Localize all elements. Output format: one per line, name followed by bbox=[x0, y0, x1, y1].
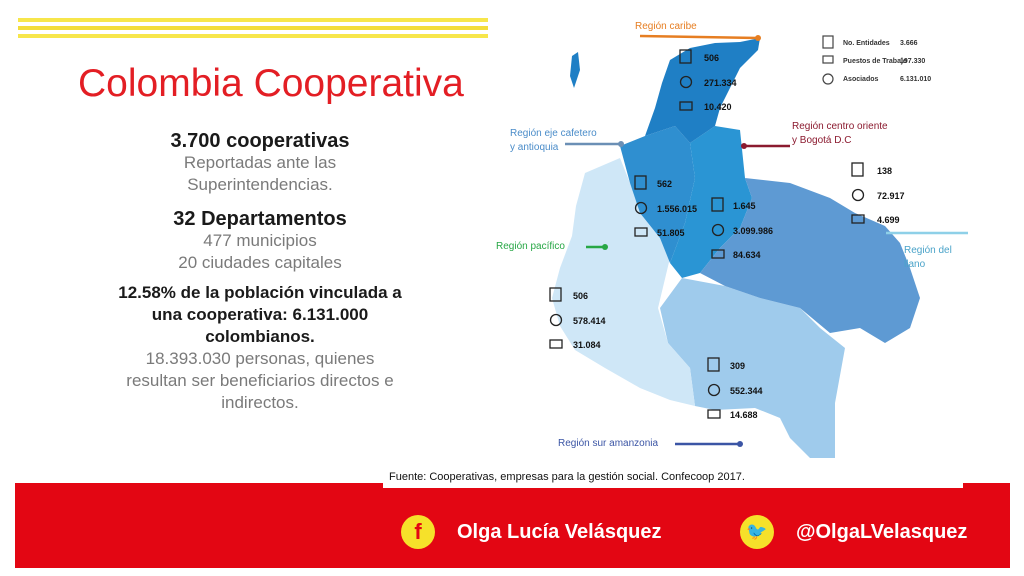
entities-value: 506 bbox=[704, 53, 720, 63]
twitter-contact[interactable] bbox=[740, 515, 967, 549]
stripe bbox=[18, 26, 488, 30]
coops-line: Superintendencias. bbox=[187, 175, 333, 194]
legend-jobs-label: Puestos de Trabajo bbox=[843, 58, 908, 65]
people-icon bbox=[823, 74, 833, 84]
members-value: 271.334 bbox=[704, 78, 737, 88]
colombia-map bbox=[490, 8, 970, 478]
source-note: Fuente: Cooperativas, empresas para la gestión social. Confecoop 2017. bbox=[383, 466, 963, 488]
callout-sur-amazonia bbox=[558, 438, 743, 449]
coops-title: 3.700 cooperativas bbox=[170, 130, 350, 152]
legend-members-label: Asociados bbox=[843, 76, 879, 83]
envelope-icon bbox=[550, 340, 562, 348]
envelope-icon bbox=[823, 56, 833, 63]
ben-line: resultan ser beneficiarios directos e bbox=[126, 371, 394, 390]
region-caribe-shape bbox=[645, 38, 760, 143]
members-value: 1.556.015 bbox=[657, 204, 698, 214]
ben-line: indirectos. bbox=[221, 393, 299, 412]
pop-line: una cooperativa: 6.131.000 bbox=[151, 305, 369, 324]
legend-jobs-value: 197.330 bbox=[900, 58, 926, 65]
pop-line: colombianos. bbox=[205, 327, 315, 346]
entities-value: 138 bbox=[877, 166, 893, 176]
members-value: 578.414 bbox=[573, 316, 606, 326]
legend-entities-value: 3.666 bbox=[900, 40, 918, 47]
region-label: y antioquia bbox=[510, 142, 559, 153]
members-value: 72.917 bbox=[877, 191, 905, 201]
region-label: Región sur amanzonia bbox=[558, 438, 659, 449]
header-stripes bbox=[18, 18, 488, 42]
deps-title: 32 Departamentos bbox=[173, 208, 347, 230]
members-value: 3.099.986 bbox=[733, 226, 774, 236]
people-icon bbox=[853, 190, 864, 201]
deps-line: 477 municipios bbox=[203, 231, 317, 250]
jobs-value: 14.688 bbox=[730, 410, 758, 420]
members-value: 552.344 bbox=[730, 386, 763, 396]
jobs-value: 51.805 bbox=[657, 228, 685, 238]
entities-value: 562 bbox=[657, 179, 673, 189]
jobs-value: 4.699 bbox=[877, 215, 900, 225]
map-legend bbox=[823, 36, 931, 84]
jobs-value: 84.634 bbox=[733, 250, 761, 260]
jobs-value: 10.420 bbox=[704, 102, 732, 112]
region-label: y Bogotá D.C bbox=[792, 135, 852, 146]
facebook-contact[interactable] bbox=[401, 515, 662, 549]
entities-value: 1.645 bbox=[733, 201, 756, 211]
pop-line: 12.58% de la población vinculada a bbox=[118, 283, 402, 302]
jobs-value: 31.084 bbox=[573, 340, 601, 350]
twitter-handle[interactable]: @OlgaLVelasquez bbox=[796, 520, 968, 543]
region-label: Región caribe bbox=[635, 21, 697, 32]
coops-line: Reportadas ante las bbox=[183, 153, 337, 172]
callout-eje-cafetero bbox=[510, 128, 624, 153]
region-label: llano bbox=[904, 259, 926, 270]
stripe bbox=[18, 34, 488, 38]
region-label: Región centro oriente bbox=[792, 121, 888, 132]
page-title: Colombia Cooperativa bbox=[78, 62, 464, 105]
callout-centro-oriente bbox=[741, 121, 888, 149]
twitter-icon[interactable]: 🐦 bbox=[740, 515, 774, 549]
stripe bbox=[18, 18, 488, 22]
region-label: Región eje cafetero bbox=[510, 128, 597, 139]
ben-line: 18.393.030 personas, quienes bbox=[145, 349, 375, 368]
callout-caribe bbox=[635, 21, 761, 41]
entities-value: 506 bbox=[573, 291, 589, 301]
envelope-icon bbox=[708, 410, 720, 418]
stats-panel bbox=[110, 130, 410, 414]
region-label: Región del bbox=[904, 245, 952, 256]
facebook-name[interactable]: Olga Lucía Velásquez bbox=[457, 520, 662, 543]
entities-value: 309 bbox=[730, 361, 746, 371]
legend-entities-label: No. Entidades bbox=[843, 40, 890, 47]
san-andres-island bbox=[570, 52, 580, 88]
deps-line: 20 ciudades capitales bbox=[178, 253, 342, 272]
legend-members-value: 6.131.010 bbox=[900, 76, 932, 83]
region-label: Región pacífico bbox=[496, 241, 565, 252]
building-icon bbox=[852, 163, 863, 176]
facebook-icon[interactable]: f bbox=[401, 515, 435, 549]
building-icon bbox=[823, 36, 833, 48]
